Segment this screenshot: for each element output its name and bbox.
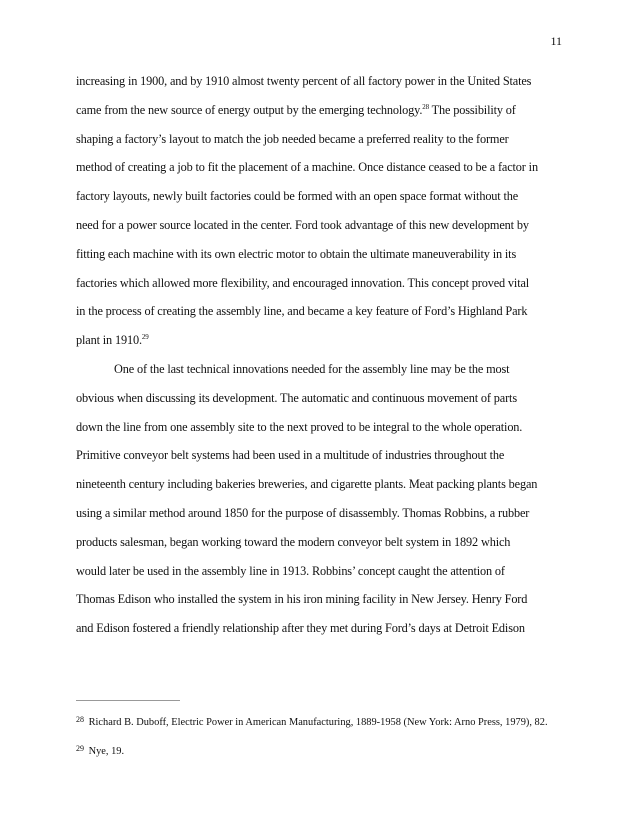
footnote-28 xyxy=(76,708,566,737)
text-line: fitting each machine with its own electric motor to obtain the ultimate maneuverability in its xyxy=(76,246,517,261)
text-line: increasing in 1900, and by 1910 almost twenty percent of all factory power in the United States xyxy=(76,74,532,88)
text-line: method of creating a job to fit the placement of a machine. Once distance ceased to be a factor in xyxy=(76,160,538,175)
footnote-text: Nye, 19. xyxy=(88,746,125,757)
text-line: obvious when discussing its development. The automatic and continuous movement of parts xyxy=(76,390,517,405)
footnote-number: 28 xyxy=(76,715,84,724)
text-line-tail: The possibility of xyxy=(428,102,516,117)
text-line: nineteenth century including bakeries breweries, and cigarette plants. Meat packing plants began xyxy=(76,477,538,492)
footnote-text: Richard B. Duboff, Electric Power in American Manufacturing, 1889-1958 (New York: Arno Press, 1979), 82. xyxy=(88,717,548,728)
text-line: Thomas Edison who installed the system in his iron mining facility in New Jersey. Henry Ford xyxy=(76,592,528,607)
text-line: using a similar method around 1850 for the purpose of disassembly. Thomas Robbins, a rubber xyxy=(76,505,530,520)
text-line: products salesman, began working toward the modern conveyor belt system in 1892 which xyxy=(76,534,511,549)
text-line: factory layouts, newly built factories could be formed with an open space format without the xyxy=(76,189,519,204)
text-line: One of the last technical innovations needed for the assembly line may be the most xyxy=(114,361,510,376)
text-line-content: plant in 1910. xyxy=(76,333,142,348)
footnotes xyxy=(76,708,566,766)
text-line: Primitive conveyor belt systems had been used in a multitude of industries throughout the xyxy=(76,448,505,463)
footnote-number: 29 xyxy=(76,744,84,753)
paragraph-2 xyxy=(76,355,566,643)
text-line: need for a power source located in the center. Ford took advantage of this new development by xyxy=(76,217,529,232)
text-line: in the process of creating the assembly line, and became a key feature of Ford’s Highland Park xyxy=(76,304,528,319)
text-line: shaping a factory’s layout to match the job needed became a preferred reality to the former xyxy=(76,131,509,146)
footnote-ref-29[interactable]: 29 xyxy=(141,333,149,342)
page-number: 11 xyxy=(550,34,562,48)
text-line: and Edison fostered a friendly relationship after they met during Ford’s days at Detroit Edison xyxy=(76,621,525,636)
text-line: down the line from one assembly site to the next proved to be integral to the whole operation. xyxy=(76,419,523,434)
footnote-ref-28[interactable]: 28 xyxy=(422,102,429,111)
body-text xyxy=(76,67,566,643)
text-line xyxy=(76,96,566,125)
text-line xyxy=(76,326,566,355)
footnote-divider xyxy=(76,700,180,701)
text-line: would later be used in the assembly line in 1913. Robbins’ concept caught the attention of xyxy=(76,563,505,578)
text-line-content: came from the new source of energy output by the emerging technology. xyxy=(76,102,423,117)
footnote-29 xyxy=(76,737,566,766)
text-line: factories which allowed more flexibility, and encouraged innovation. This concept proved vital xyxy=(76,275,530,290)
paragraph-1 xyxy=(76,67,566,355)
